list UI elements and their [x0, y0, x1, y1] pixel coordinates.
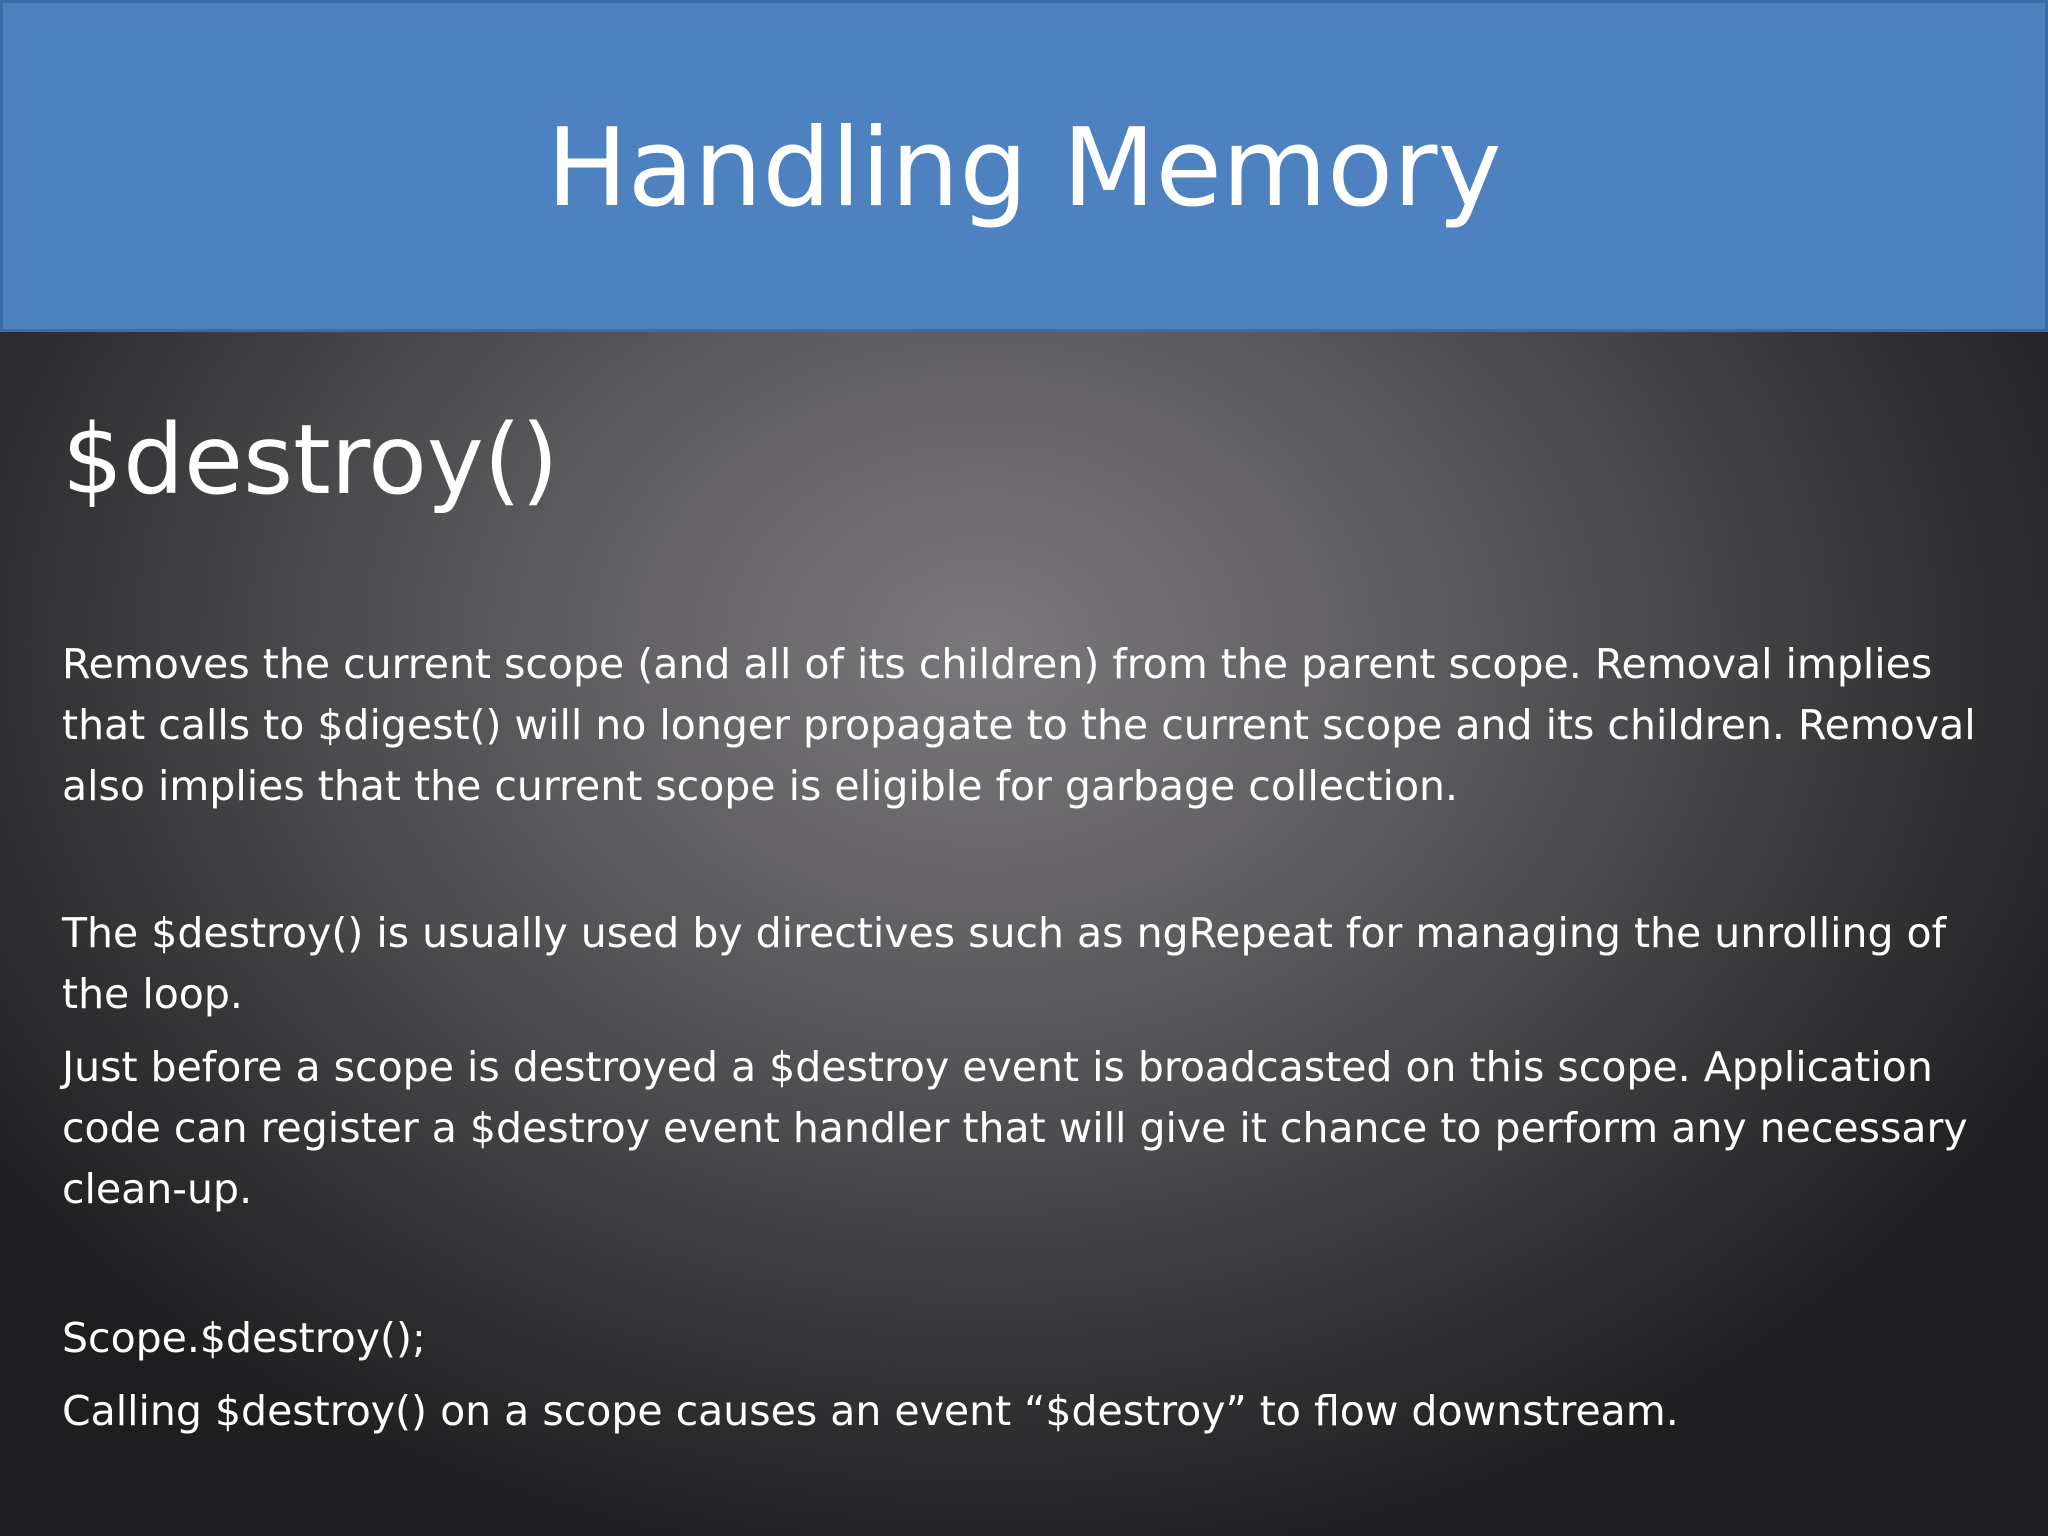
spacer [62, 817, 2002, 903]
closing-line: Calling $destroy() on a scope causes an event “$destroy” to flow downstream. [62, 1387, 1679, 1435]
slide-subheading: $destroy() [62, 404, 559, 516]
paragraph-destroy-event: Just before a scope is destroyed a $destroy event is broadcasted on this scope. Application code can register a $destroy event handler that will give it chance to perform any necessary clean-up. [62, 1043, 1968, 1213]
slide-title: Handling Memory [546, 105, 1502, 231]
code-example: Scope.$destroy(); [62, 1314, 426, 1362]
title-bar [0, 0, 2048, 332]
paragraph-removal: Removes the current scope (and all of its children) from the parent scope. Removal implies that calls to $digest() will no longer propagate to the current scope and its children. Removal also implies that the current scope is eligible for garbage collection. [62, 640, 1976, 810]
spacer [62, 1025, 2002, 1037]
spacer [62, 1220, 2002, 1308]
slide-body [62, 400, 2002, 1442]
paragraph-ngrepeat: The $destroy() is usually used by directives such as ngRepeat for managing the unrolling of the loop. [62, 909, 1947, 1018]
